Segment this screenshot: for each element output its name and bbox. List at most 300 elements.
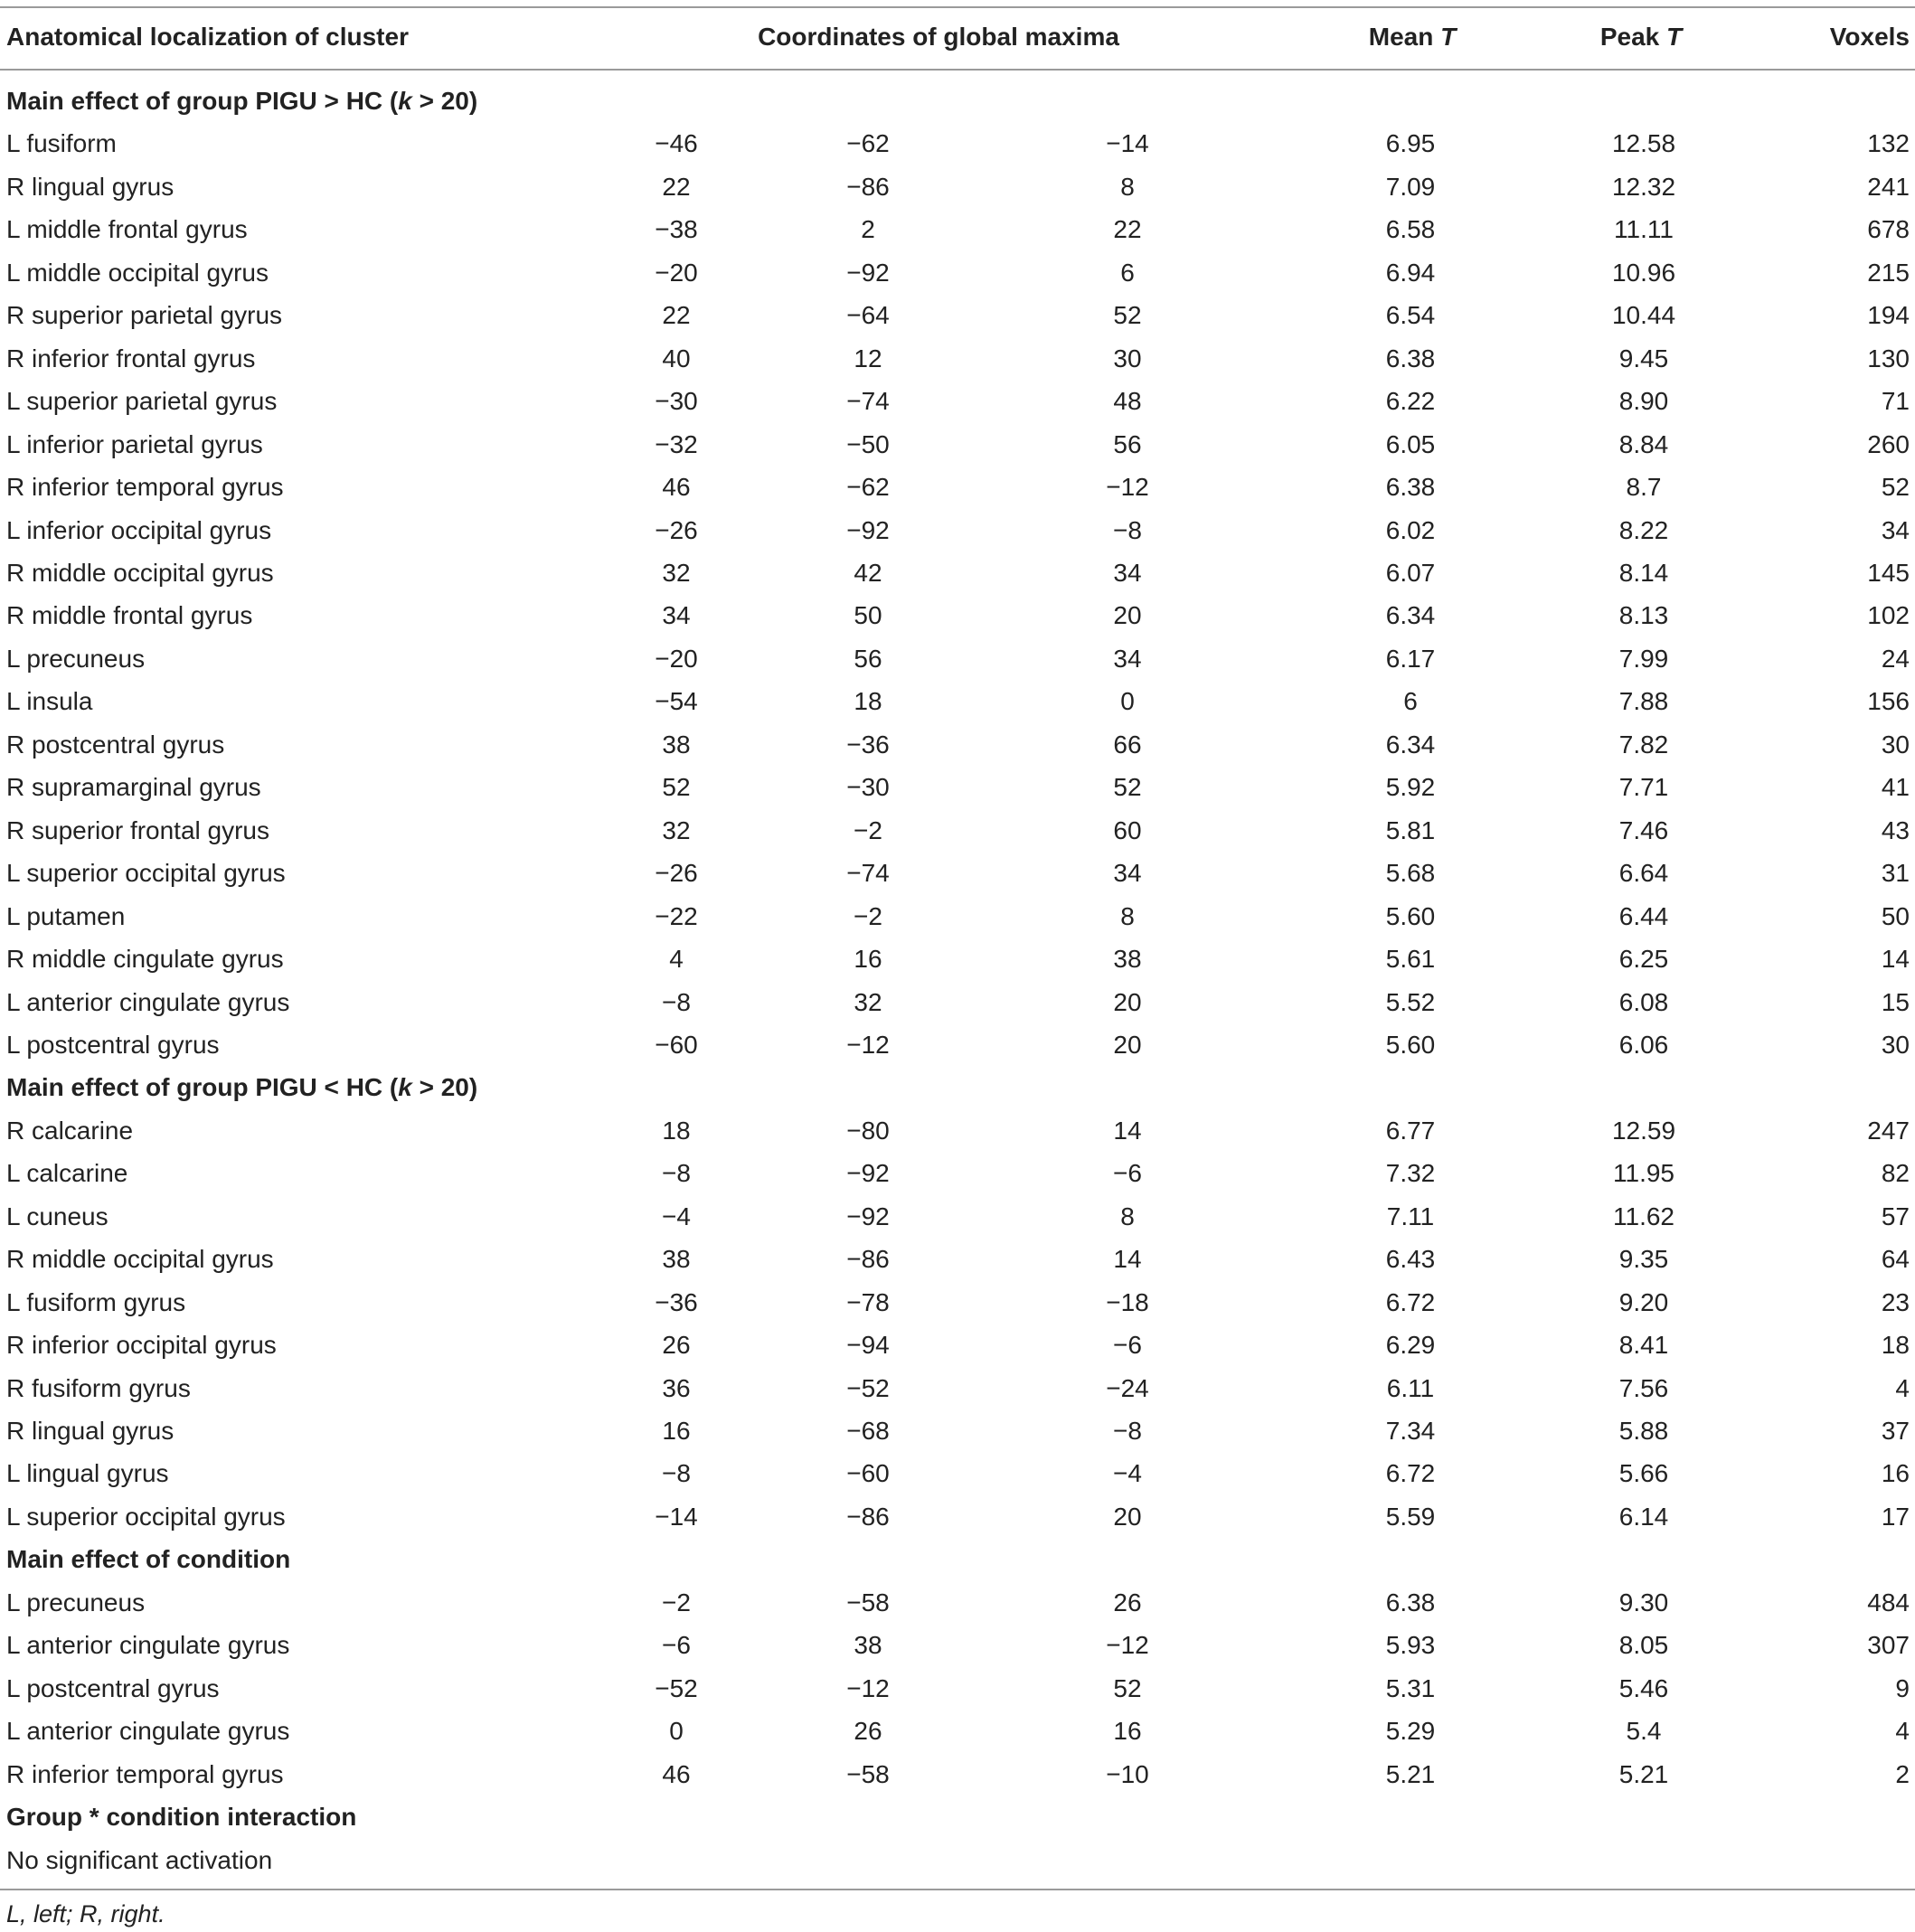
cell-region: R inferior temporal gyrus <box>6 1759 284 1788</box>
cell-mean-t: 6.43 <box>1385 1245 1436 1274</box>
table-row <box>0 1667 1915 1710</box>
cell-region: L anterior cingulate gyrus <box>6 1717 290 1746</box>
cell-peak-t: 5.66 <box>1618 1459 1669 1488</box>
cell-x: −8 <box>662 987 691 1016</box>
cell-x: −6 <box>662 1631 691 1660</box>
cell-voxels: 41 <box>1881 773 1910 802</box>
cell-x: 38 <box>662 730 691 759</box>
table-row <box>0 723 1915 766</box>
table-row <box>0 208 1915 250</box>
cell-y: 42 <box>854 559 882 587</box>
header-rule <box>0 69 1915 71</box>
table-row <box>0 1624 1915 1666</box>
cell-x: −36 <box>655 1287 698 1316</box>
table-row <box>0 594 1915 636</box>
cell-x: −14 <box>655 1502 698 1531</box>
cell-voxels: 194 <box>1867 301 1910 330</box>
cell-y: −92 <box>846 515 890 544</box>
table-row <box>0 1324 1915 1366</box>
cell-peak-t: 8.90 <box>1618 387 1669 416</box>
cell-z: 0 <box>1120 687 1135 716</box>
cell-peak-t: 8.05 <box>1618 1631 1669 1660</box>
cell-region: L fusiform <box>6 129 117 158</box>
cell-peak-t: 12.59 <box>1611 1116 1676 1145</box>
cell-peak-t: 7.71 <box>1618 773 1669 802</box>
cell-z: 8 <box>1120 172 1135 201</box>
cell-x: 22 <box>662 301 691 330</box>
bottom-rule <box>0 1889 1915 1890</box>
cell-y: −50 <box>846 429 890 458</box>
table-row <box>0 380 1915 422</box>
cell-mean-t: 7.34 <box>1385 1417 1436 1445</box>
cell-y: −58 <box>846 1588 890 1616</box>
cell-y: −86 <box>846 1245 890 1274</box>
cell-voxels: 16 <box>1881 1459 1910 1488</box>
table-row <box>0 1495 1915 1538</box>
cell-region: L superior occipital gyrus <box>6 1502 286 1531</box>
cell-y: −12 <box>846 1030 890 1059</box>
cell-voxels: 15 <box>1881 987 1910 1016</box>
cell-voxels: 18 <box>1881 1331 1910 1360</box>
cell-voxels: 31 <box>1881 859 1910 888</box>
cell-x: 36 <box>662 1373 691 1402</box>
cell-region: L precuneus <box>6 644 146 673</box>
cell-peak-t: 7.88 <box>1618 687 1669 716</box>
section-heading <box>0 1538 1915 1580</box>
cell-x: −22 <box>655 901 698 930</box>
cell-x: −8 <box>662 1159 691 1188</box>
cell-peak-t: 8.22 <box>1618 515 1669 544</box>
cell-region: L superior occipital gyrus <box>6 859 286 888</box>
cell-peak-t: 7.56 <box>1618 1373 1669 1402</box>
cell-region: L lingual gyrus <box>6 1459 169 1488</box>
table-row <box>0 1195 1915 1238</box>
cell-mean-t: 5.21 <box>1385 1759 1436 1788</box>
cell-peak-t: 8.84 <box>1618 429 1669 458</box>
table-row <box>0 294 1915 336</box>
table-row <box>0 1581 1915 1624</box>
cell-z: 48 <box>1113 387 1142 416</box>
cell-peak-t: 9.30 <box>1618 1588 1669 1616</box>
cell-voxels: 484 <box>1867 1588 1910 1616</box>
cell-y: 12 <box>854 344 882 372</box>
cell-y: −74 <box>846 859 890 888</box>
cell-x: 46 <box>662 1759 691 1788</box>
cell-mean-t: 5.60 <box>1385 901 1436 930</box>
cell-voxels: 156 <box>1867 687 1910 716</box>
cell-region: L putamen <box>6 901 126 930</box>
cell-z: −4 <box>1113 1459 1142 1488</box>
cell-z: 52 <box>1113 773 1142 802</box>
cell-mean-t: 6.72 <box>1385 1287 1436 1316</box>
cell-peak-t: 5.21 <box>1618 1759 1669 1788</box>
cell-mean-t: 6.72 <box>1385 1459 1436 1488</box>
cell-mean-t: 7.09 <box>1385 172 1436 201</box>
cell-region: L inferior parietal gyrus <box>6 429 263 458</box>
cell-voxels: 260 <box>1867 429 1910 458</box>
cell-z: −8 <box>1113 1417 1142 1445</box>
table-row <box>0 637 1915 680</box>
cell-peak-t: 8.14 <box>1618 559 1669 587</box>
cell-peak-t: 10.44 <box>1611 301 1676 330</box>
table-row <box>0 680 1915 722</box>
cell-y: 32 <box>854 987 882 1016</box>
table-row <box>0 1452 1915 1494</box>
cell-x: 0 <box>669 1717 684 1746</box>
cell-region: R superior parietal gyrus <box>6 301 283 330</box>
cell-peak-t: 6.06 <box>1618 1030 1669 1059</box>
cell-x: −26 <box>655 859 698 888</box>
cell-x: 18 <box>662 1116 691 1145</box>
cell-y: −62 <box>846 129 890 158</box>
table-row <box>0 423 1915 466</box>
cell-z: 34 <box>1113 559 1142 587</box>
cell-peak-t: 6.08 <box>1618 987 1669 1016</box>
cell-voxels: 215 <box>1867 258 1910 287</box>
cell-peak-t: 12.58 <box>1611 129 1676 158</box>
cell-y: −92 <box>846 258 890 287</box>
cell-region: L cuneus <box>6 1202 108 1230</box>
cell-mean-t: 6.58 <box>1385 215 1436 244</box>
table-row <box>0 981 1915 1023</box>
cell-y: −52 <box>846 1373 890 1402</box>
cell-voxels: 71 <box>1881 387 1910 416</box>
cell-mean-t: 6.95 <box>1385 129 1436 158</box>
table-row <box>0 1109 1915 1152</box>
table-row <box>0 938 1915 980</box>
cell-y: −86 <box>846 172 890 201</box>
cell-x: −20 <box>655 644 698 673</box>
cell-peak-t: 12.32 <box>1611 172 1676 201</box>
cell-peak-t: 7.99 <box>1618 644 1669 673</box>
table-row <box>0 1367 1915 1409</box>
cell-mean-t: 5.29 <box>1385 1717 1436 1746</box>
cell-mean-t: 6.38 <box>1385 473 1436 501</box>
cell-peak-t: 8.13 <box>1618 601 1669 630</box>
cell-y: −2 <box>854 901 882 930</box>
cell-y: −92 <box>846 1202 890 1230</box>
cell-mean-t: 6.38 <box>1385 344 1436 372</box>
section-heading <box>0 80 1915 122</box>
cell-z: 20 <box>1113 601 1142 630</box>
cell-z: 26 <box>1113 1588 1142 1616</box>
section-heading <box>0 1795 1915 1838</box>
cell-x: −4 <box>662 1202 691 1230</box>
cell-y: −74 <box>846 387 890 416</box>
cell-x: −52 <box>655 1673 698 1702</box>
cell-x: 52 <box>662 773 691 802</box>
table-footnote: L, left; R, right. <box>6 1900 165 1927</box>
cell-z: 52 <box>1113 301 1142 330</box>
cell-z: 20 <box>1113 1030 1142 1059</box>
cell-region: R inferior frontal gyrus <box>6 344 256 372</box>
cell-x: −38 <box>655 215 698 244</box>
cell-x: 40 <box>662 344 691 372</box>
cell-voxels: 241 <box>1867 172 1910 201</box>
cell-peak-t: 11.95 <box>1613 1159 1674 1188</box>
header-voxels: Voxels <box>1829 23 1910 51</box>
cell-y: −2 <box>854 815 882 844</box>
cell-mean-t: 6.94 <box>1385 258 1436 287</box>
table-row <box>0 509 1915 551</box>
cell-z: −8 <box>1113 515 1142 544</box>
cell-region: L middle occipital gyrus <box>6 258 269 287</box>
cell-region: R supramarginal gyrus <box>6 773 261 802</box>
cell-z: −10 <box>1106 1759 1149 1788</box>
cell-z: 14 <box>1113 1245 1142 1274</box>
cell-peak-t: 11.11 <box>1614 215 1674 244</box>
cell-z: 60 <box>1113 815 1142 844</box>
cell-voxels: 52 <box>1881 473 1910 501</box>
cell-x: −26 <box>655 515 698 544</box>
cell-region: L anterior cingulate gyrus <box>6 987 290 1016</box>
cell-x: −60 <box>655 1030 698 1059</box>
cell-mean-t: 5.93 <box>1385 1631 1436 1660</box>
section-title: Main effect of group PIGU < HC (k > 20) <box>6 1073 478 1102</box>
cell-mean-t: 6.07 <box>1385 559 1436 587</box>
cell-region: R lingual gyrus <box>6 1417 175 1445</box>
table-header-row <box>0 15 1915 58</box>
table-row <box>0 1238 1915 1280</box>
cell-region: R middle frontal gyrus <box>6 601 253 630</box>
table-row <box>0 466 1915 508</box>
cell-region: L insula <box>6 687 93 716</box>
cell-x: 32 <box>662 815 691 844</box>
cell-y: −68 <box>846 1417 890 1445</box>
cell-z: 20 <box>1113 987 1142 1016</box>
cell-mean-t: 5.92 <box>1385 773 1436 802</box>
cell-region: L calcarine <box>6 1159 128 1188</box>
cell-z: −6 <box>1113 1331 1142 1360</box>
no-activation-note: No significant activation <box>6 1845 273 1874</box>
cell-voxels: 14 <box>1881 945 1910 973</box>
cell-x: −30 <box>655 387 698 416</box>
section-title: Main effect of group PIGU > HC (k > 20) <box>6 87 478 115</box>
cell-x: −54 <box>655 687 698 716</box>
cell-y: 18 <box>854 687 882 716</box>
cell-z: 8 <box>1120 901 1135 930</box>
cell-z: 66 <box>1113 730 1142 759</box>
cell-voxels: 17 <box>1881 1502 1910 1531</box>
cell-region: R middle cingulate gyrus <box>6 945 284 973</box>
cell-y: 16 <box>854 945 882 973</box>
cell-x: 16 <box>662 1417 691 1445</box>
cell-z: 38 <box>1113 945 1142 973</box>
cell-x: 34 <box>662 601 691 630</box>
cell-z: 56 <box>1113 429 1142 458</box>
cell-voxels: 34 <box>1881 515 1910 544</box>
cell-voxels: 307 <box>1867 1631 1910 1660</box>
cell-voxels: 678 <box>1867 215 1910 244</box>
cell-region: R lingual gyrus <box>6 172 175 201</box>
cell-mean-t: 5.59 <box>1385 1502 1436 1531</box>
table-row <box>0 122 1915 165</box>
cell-voxels: 50 <box>1881 901 1910 930</box>
table-row <box>0 1023 1915 1066</box>
cell-x: −2 <box>662 1588 691 1616</box>
table-row <box>0 1409 1915 1452</box>
cell-y: 26 <box>854 1717 882 1746</box>
table-row <box>0 337 1915 380</box>
cell-voxels: 247 <box>1867 1116 1910 1145</box>
header-mean-t: Mean T <box>1368 23 1457 51</box>
cell-voxels: 4 <box>1895 1717 1910 1746</box>
cell-peak-t: 6.64 <box>1618 859 1669 888</box>
cell-mean-t: 6.17 <box>1385 644 1436 673</box>
table-row <box>0 551 1915 594</box>
cell-y: −30 <box>846 773 890 802</box>
cell-z: 8 <box>1120 1202 1135 1230</box>
cell-z: 16 <box>1113 1717 1142 1746</box>
cell-x: −46 <box>655 129 698 158</box>
cell-y: 38 <box>854 1631 882 1660</box>
cell-x: 32 <box>662 559 691 587</box>
cell-z: 30 <box>1113 344 1142 372</box>
cell-z: 22 <box>1113 215 1142 244</box>
cell-y: −58 <box>846 1759 890 1788</box>
cell-mean-t: 6.54 <box>1385 301 1436 330</box>
cell-region: L middle frontal gyrus <box>6 215 248 244</box>
cell-x: −32 <box>655 429 698 458</box>
header-coordinates: Coordinates of global maxima <box>758 23 1119 51</box>
cell-voxels: 2 <box>1895 1759 1910 1788</box>
cell-peak-t: 6.44 <box>1618 901 1669 930</box>
cell-y: −78 <box>846 1287 890 1316</box>
cell-region: R middle occipital gyrus <box>6 1245 274 1274</box>
cell-region: R postcentral gyrus <box>6 730 225 759</box>
cell-region: L postcentral gyrus <box>6 1673 220 1702</box>
cell-z: 52 <box>1113 1673 1142 1702</box>
table-row <box>0 251 1915 294</box>
cell-z: 34 <box>1113 859 1142 888</box>
cell-x: 22 <box>662 172 691 201</box>
cell-z: 14 <box>1113 1116 1142 1145</box>
cell-peak-t: 5.46 <box>1618 1673 1669 1702</box>
cell-region: L superior parietal gyrus <box>6 387 278 416</box>
cell-voxels: 30 <box>1881 730 1910 759</box>
cell-peak-t: 7.82 <box>1618 730 1669 759</box>
cell-region: R inferior occipital gyrus <box>6 1331 277 1360</box>
cell-region: R fusiform gyrus <box>6 1373 191 1402</box>
cell-voxels: 9 <box>1895 1673 1910 1702</box>
table-row <box>0 165 1915 208</box>
section-title: Main effect of condition <box>6 1545 291 1574</box>
cell-voxels: 37 <box>1881 1417 1910 1445</box>
cell-mean-t: 5.31 <box>1385 1673 1436 1702</box>
cell-peak-t: 6.25 <box>1618 945 1669 973</box>
cell-mean-t: 7.11 <box>1386 1202 1435 1230</box>
cell-region: R inferior temporal gyrus <box>6 473 284 501</box>
cell-region: L postcentral gyrus <box>6 1030 220 1059</box>
cell-voxels: 102 <box>1867 601 1910 630</box>
cell-y: 56 <box>854 644 882 673</box>
cell-voxels: 64 <box>1881 1245 1910 1274</box>
cell-peak-t: 7.46 <box>1618 815 1669 844</box>
cell-peak-t: 9.45 <box>1618 344 1669 372</box>
cell-z: −12 <box>1106 473 1149 501</box>
cell-y: −64 <box>846 301 890 330</box>
cell-voxels: 132 <box>1867 129 1910 158</box>
cell-z: −24 <box>1106 1373 1149 1402</box>
cell-voxels: 130 <box>1867 344 1910 372</box>
cell-y: −12 <box>846 1673 890 1702</box>
cell-peak-t: 8.7 <box>1626 473 1662 501</box>
cell-peak-t: 5.88 <box>1618 1417 1669 1445</box>
cell-region: L fusiform gyrus <box>6 1287 186 1316</box>
cell-y: −62 <box>846 473 890 501</box>
cell-y: 50 <box>854 601 882 630</box>
cell-peak-t: 11.62 <box>1613 1202 1674 1230</box>
cell-y: −94 <box>846 1331 890 1360</box>
cell-mean-t: 6.77 <box>1385 1116 1436 1145</box>
table-row <box>0 1710 1915 1752</box>
table-row <box>0 895 1915 938</box>
table-row <box>0 1152 1915 1194</box>
cell-region: R middle occipital gyrus <box>6 559 274 587</box>
cell-region: L inferior occipital gyrus <box>6 515 272 544</box>
cell-z: 20 <box>1113 1502 1142 1531</box>
cell-voxels: 4 <box>1895 1373 1910 1402</box>
cell-mean-t: 5.68 <box>1385 859 1436 888</box>
cell-mean-t: 6.34 <box>1385 730 1436 759</box>
section-heading <box>0 1066 1915 1108</box>
cell-x: 46 <box>662 473 691 501</box>
cell-voxels: 43 <box>1881 815 1910 844</box>
cell-x: −20 <box>655 258 698 287</box>
top-rule <box>0 6 1915 8</box>
cell-z: −18 <box>1106 1287 1149 1316</box>
cell-z: 34 <box>1113 644 1142 673</box>
cell-x: 38 <box>662 1245 691 1274</box>
cell-region: L precuneus <box>6 1588 146 1616</box>
cell-peak-t: 8.41 <box>1618 1331 1669 1360</box>
cell-voxels: 30 <box>1881 1030 1910 1059</box>
cell-mean-t: 6.29 <box>1385 1331 1436 1360</box>
table-row <box>0 766 1915 808</box>
cell-peak-t: 5.4 <box>1626 1717 1662 1746</box>
cell-y: −60 <box>846 1459 890 1488</box>
cell-peak-t: 6.14 <box>1618 1502 1669 1531</box>
cell-mean-t: 6 <box>1403 687 1418 716</box>
cell-mean-t: 6.22 <box>1385 387 1436 416</box>
header-region: Anatomical localization of cluster <box>6 23 409 51</box>
cell-y: −80 <box>846 1116 890 1145</box>
cell-peak-t: 9.20 <box>1618 1287 1669 1316</box>
cell-mean-t: 5.60 <box>1385 1030 1436 1059</box>
cell-voxels: 82 <box>1881 1159 1910 1188</box>
cell-mean-t: 5.81 <box>1385 815 1436 844</box>
cell-mean-t: 6.05 <box>1385 429 1436 458</box>
no-activation-row <box>0 1839 1915 1881</box>
cell-mean-t: 7.32 <box>1385 1159 1436 1188</box>
table-row <box>0 852 1915 894</box>
cell-voxels: 145 <box>1867 559 1910 587</box>
cell-peak-t: 9.35 <box>1618 1245 1669 1274</box>
table-row <box>0 1753 1915 1795</box>
cell-mean-t: 5.52 <box>1385 987 1436 1016</box>
table-row <box>0 1281 1915 1324</box>
cell-y: −92 <box>846 1159 890 1188</box>
cell-mean-t: 6.02 <box>1385 515 1436 544</box>
cell-y: −86 <box>846 1502 890 1531</box>
cell-x: −8 <box>662 1459 691 1488</box>
cell-x: 4 <box>669 945 684 973</box>
cell-mean-t: 6.34 <box>1385 601 1436 630</box>
cell-mean-t: 5.61 <box>1385 945 1436 973</box>
cell-peak-t: 10.96 <box>1611 258 1676 287</box>
cell-x: 26 <box>662 1331 691 1360</box>
cell-y: −36 <box>846 730 890 759</box>
